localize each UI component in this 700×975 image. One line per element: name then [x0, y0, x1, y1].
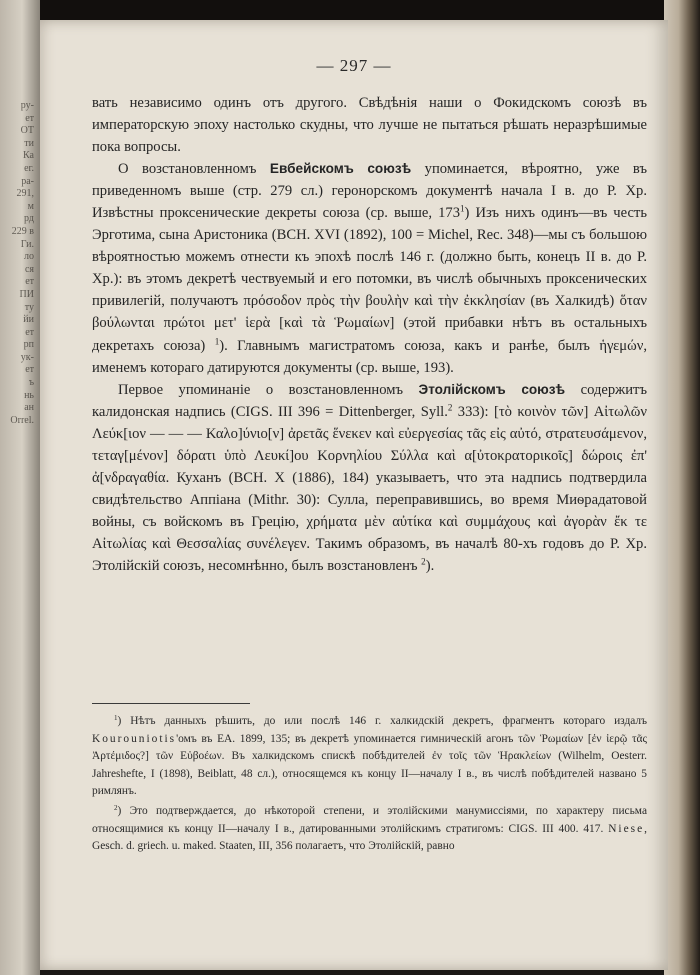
heading-term: Этолійскомъ союзѣ [418, 381, 566, 397]
left-page-fragment: Ги. [20, 238, 34, 250]
footnote-ref: 1 [214, 336, 220, 347]
text-run: , Gesch. d. griech. u. maked. Staaten, III, 356 полагаетъ, что Этолійскій, равно [92, 822, 647, 853]
author-name: Niese [608, 822, 645, 835]
left-page-fragment: ет [25, 112, 34, 124]
left-page-fragment: ет [25, 364, 34, 376]
text-run: О возстановленномъ [118, 161, 270, 178]
left-page-fragment: Ка [23, 150, 34, 162]
left-page-fragment: йи [23, 314, 34, 326]
footnote-ref: 2 [421, 556, 426, 567]
left-page-fragment: ОТ [20, 125, 34, 137]
text-run: 'омъ въ ΕΑ. 1899, 135; въ декретѣ упоминается гимническій агонъ τῶν Ῥωμαίων [ἐν ἱερῷ τᾶς Ἀρτέμιδος?] τῶν Εὐβοέων. Въ халкидскомъ спискѣ побѣдителей ἐν τοῖς τῶν Ἡρακλείων (Wilhelm, Oesterr. Jahreshefte, I (1898), Beiblatt, 48 сл.), относящемся къ концу II—началу I в., въ числѣ побѣдителей названо 5 римлянъ. [92, 732, 647, 798]
author-name: Kourouniotis [92, 732, 177, 745]
text-run: ) Изъ нихъ одинъ—въ честь Эрготима, сына Аристоника (BCH. XVI (1892), 100 = Michel, Rec. 348)—мы съ большою вѣроятностью можемъ отнести къ эпохѣ послѣ 146 г. (должно быть, конецъ II в. до Р. Хр.): въ этомъ декретѣ чествуемый и его потомки, въ числѣ обычныхъ проксенических привилегій, получаютъ πρόσοδον πρὸς τὴν βουλὴν καὶ τὴν ἐκκλησίαν (въ Халкидѣ) ὅταν βούλωνται πρώτοι μετ' ἱερὰ [καὶ τὰ Ῥωμαίων] (этой прибавки нѣтъ въ остальныхъ декретахъ союза) [92, 205, 648, 354]
left-page-fragment: ег. [24, 162, 34, 174]
text-run: ). [425, 557, 435, 574]
text-run: вать независимо одинъ отъ другого. Свѣдѣнія наши о Фокидскомъ союзѣ въ императорскую эпоху настолько скудны, что лучше не пытаться рѣшать неразрѣшимые пока вопросы. [92, 95, 647, 156]
left-page-fragment: ет [25, 326, 34, 338]
left-page-fragment: ук- [20, 351, 34, 363]
text-run: содержитъ калидонская надпись (CIGS. III 396 = Dittenberger, Syll. [92, 381, 647, 420]
left-page-fragment: ру- [20, 100, 34, 111]
footnote-ref: 1 [114, 713, 118, 722]
left-page-fragment: м [27, 200, 34, 212]
text-run: ) Это подтверждается, до нѣкоторой степени, и этолійскими манумиссіями, по характеру письма относящимися къ концу II—началу I в., датированными этолійскимъ стратигомъ: CIGS. III 400. 417. [92, 804, 647, 835]
footnote-ref: 1 [460, 203, 465, 214]
left-page-fragment: рп [23, 339, 34, 351]
left-page-fragment: ся [24, 263, 34, 275]
left-page-fragment: ПИ [19, 288, 34, 300]
left-page-fragment: ло [24, 251, 34, 263]
left-page-fragment: 229 в [11, 225, 34, 237]
left-page-fragment: нь [24, 389, 34, 401]
text-run: ). Главнымъ магистратомъ союза, какъ и ранѣе, былъ ἡγεμών, именемъ котораго датируются документы (ср. выше, 193). [92, 337, 647, 376]
footnote-ref: 2 [114, 803, 118, 812]
left-page-fragment: Оrrеl. [10, 414, 34, 426]
book-page [40, 20, 668, 970]
paragraph [92, 158, 647, 378]
footnote-rule [92, 703, 250, 704]
book-right-edge [664, 0, 700, 975]
left-page-text [2, 100, 34, 800]
left-page-fragment: ти [24, 137, 34, 149]
paragraph [92, 379, 647, 577]
left-page-fragment: ъ [28, 377, 34, 389]
left-page-fragment: 291, [16, 188, 34, 200]
heading-term: Евбейскомъ союзѣ [269, 161, 412, 177]
text-run: ) Нѣтъ данныхъ рѣшить, до или послѣ 146 г. халкидскій декретъ, фрагментъ котораго издалъ [117, 715, 647, 727]
left-page-fragment: ту [24, 301, 34, 313]
left-page-edge [0, 0, 40, 975]
main-text [92, 92, 647, 577]
left-page-fragment: ет [25, 276, 34, 288]
text-run: 333): [τὸ κοινὸν τῶν] Αἰτωλῶν Λεύκ[ιον — — — Καλο]ύνιο[ν] ἀρετᾶς ἕνεκεν καὶ εὐεργεσίας τᾶς εἰς αὐτό, στρατευσάμενον, τεταγ[μένον] δόρατι ὑπὸ Λευκί]ου Κορνηλίου Σύλλα καὶ α[ὐτοκρατορικοῖς] δώροις ἐπ' ἀ[νδραγαθία. Куханъ (BCH. X (1886), 184) указываетъ, что эта надпись подтвердила свидѣтельство Аппіана (Mithr. 30): Сулла, переправившись, во время Миѳрадатовой войны, съ войскомъ въ Грецію, χρήματα μὲν αὐτίκα καὶ συμμάχους καὶ ἀγορὰν ἔκ τε Αἰτωλίας καὶ Θεσσαλίας συνέλεγεν. Такимъ образомъ, въ началѣ 80-хъ годовъ до Р. Хр. Этолійскій союзъ, несомнѣнно, былъ возстановленъ [92, 403, 647, 574]
left-page-fragment: рд [24, 213, 34, 225]
footnotes [92, 713, 647, 856]
left-page-fragment: ан [24, 402, 34, 414]
page-number: — 297 — [316, 56, 392, 75]
top-shadow [40, 0, 700, 22]
text-run: Первое упоминаніе о возстановленномъ [118, 381, 419, 398]
footnote-ref: 2 [447, 402, 453, 413]
text-run: упоминается, вѣроятно, уже въ приведенномъ выше (стр. 279 сл.) геронорскомъ документѣ начала I в. до Р. Хр. Извѣстны проксенические декреты союза (ср. выше, 173 [92, 161, 647, 222]
footnote [92, 713, 647, 801]
footnote [92, 803, 647, 856]
paragraph [92, 92, 647, 158]
left-page-fragment: ра- [21, 175, 34, 187]
